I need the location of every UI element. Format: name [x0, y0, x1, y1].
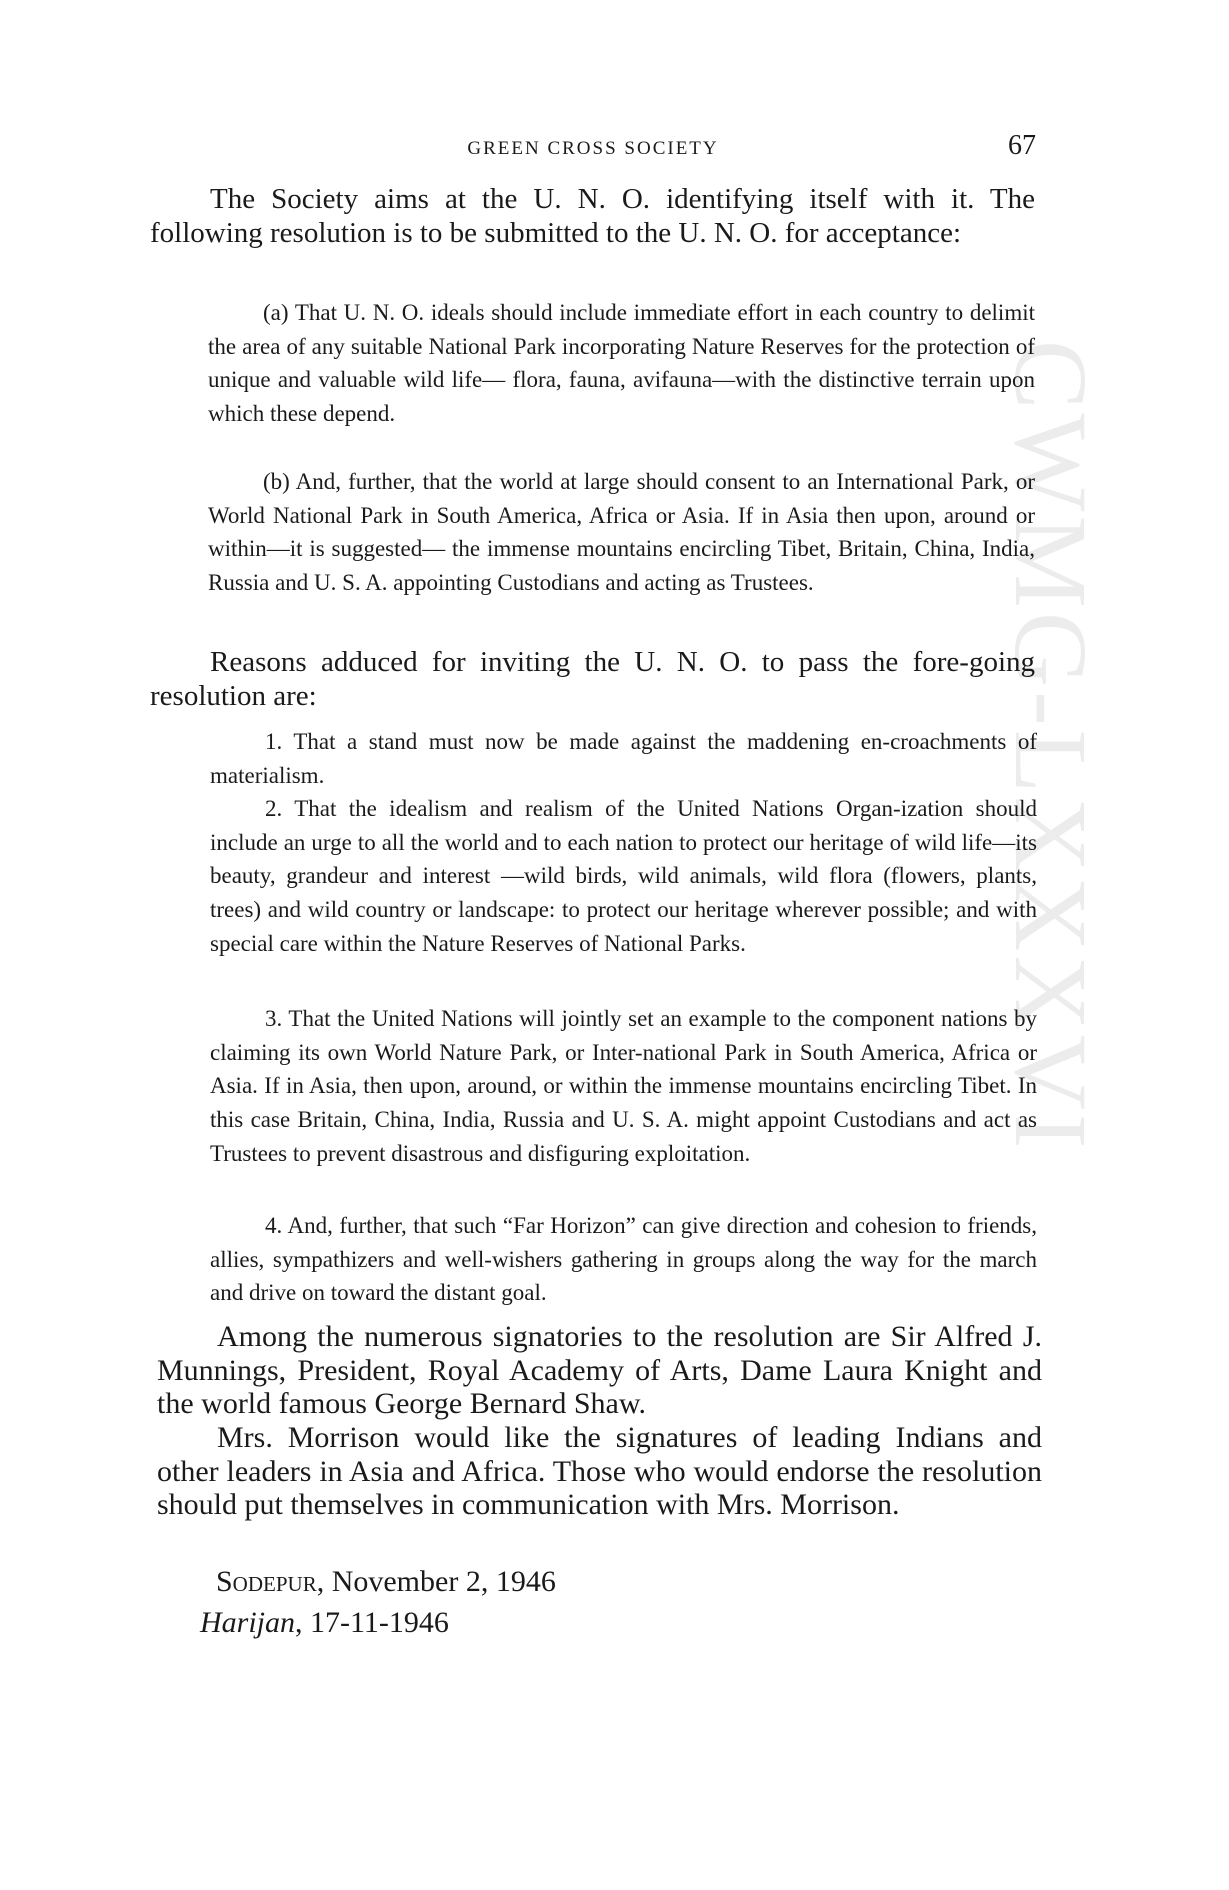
source-name: Harijan — [200, 1606, 296, 1639]
reason-item: 3. That the United Nations will jointly set an example to the component nations by claiming its own World Nature Park, or Inter-national Park in South America, Africa or Asia. If in Asia, then upon, around, or within the immense mountains encircling Tibet. In this case Britain, China, India, Russia and U. S. A. might appoint Custodians and act as Trustees to prevent disastrous and disfiguring exploitation. — [210, 1006, 1037, 1166]
reason-item: 1. That a stand must now be made against the maddening en-croachments of materialism. — [210, 729, 1037, 788]
watermark: CWMG-LXXXVI — [993, 340, 1108, 1153]
running-header — [150, 130, 1036, 170]
source-date: , 17-11-1946 — [295, 1606, 449, 1639]
page-number: 67 — [1008, 130, 1036, 161]
resolution-clause-a: (a) That U. N. O. ideals should include immediate effort in each country to delimit the area of any suitable National Park incorporating Nature Reserves for the protection of unique and valuable wild life— flora, fauna, avifauna—with the distinctive terrain upon which these depend. — [208, 300, 1035, 427]
intro-paragraph: The Society aims at the U. N. O. identifying itself with it. The following resolution is to be submitted to the U. N. O. for acceptance: — [150, 183, 1035, 249]
reasons-intro-paragraph: Reasons adduced for inviting the U. N. O. to pass the fore-going resolution are: — [150, 646, 1035, 712]
signatories-paragraph: Among the numerous signatories to the resolution are Sir Alfred J. Munnings, President, Royal Academy of Arts, Dame Laura Knight and the world famous George Bernard Shaw. — [157, 1320, 1042, 1420]
date-text: , November 2, 1946 — [316, 1565, 556, 1598]
source-citation — [200, 1606, 449, 1640]
place-name: Sodepur — [216, 1565, 317, 1598]
resolution-clause-b: (b) And, further, that the world at large should consent to an International Park, or World National Park in South America, Africa or Asia. If in Asia then upon, around or within—it is suggested— the immense mountains encircling Tibet, Britain, China, India, Russia and U. S. A. appointing Custodians and acting as Trustees. — [208, 469, 1035, 596]
place-and-date — [216, 1565, 556, 1599]
reason-item: 2. That the idealism and realism of the United Nations Organ-ization should include an urge to all the world and to each nation to protect our heritage of wild life—its beauty, grandeur and interest —wild birds, wild animals, wild flora (flowers, plants, trees) and wild country or landscape: to protect our heritage wherever possible; and with special care within the Nature Reserves of National Parks. — [210, 796, 1037, 956]
reason-item: 4. And, further, that such “Far Horizon” can give direction and cohesion to friends, allies, sympathizers and well-wishers gathering in groups along the way for the march and drive on toward the distant goal. — [210, 1213, 1037, 1306]
running-title: GREEN CROSS SOCIETY — [467, 138, 719, 159]
closing-paragraph: Mrs. Morrison would like the signatures of leading Indians and other leaders in Asia and Africa. Those who would endorse the resolution should put themselves in communication with Mrs. Morrison. — [157, 1421, 1042, 1521]
